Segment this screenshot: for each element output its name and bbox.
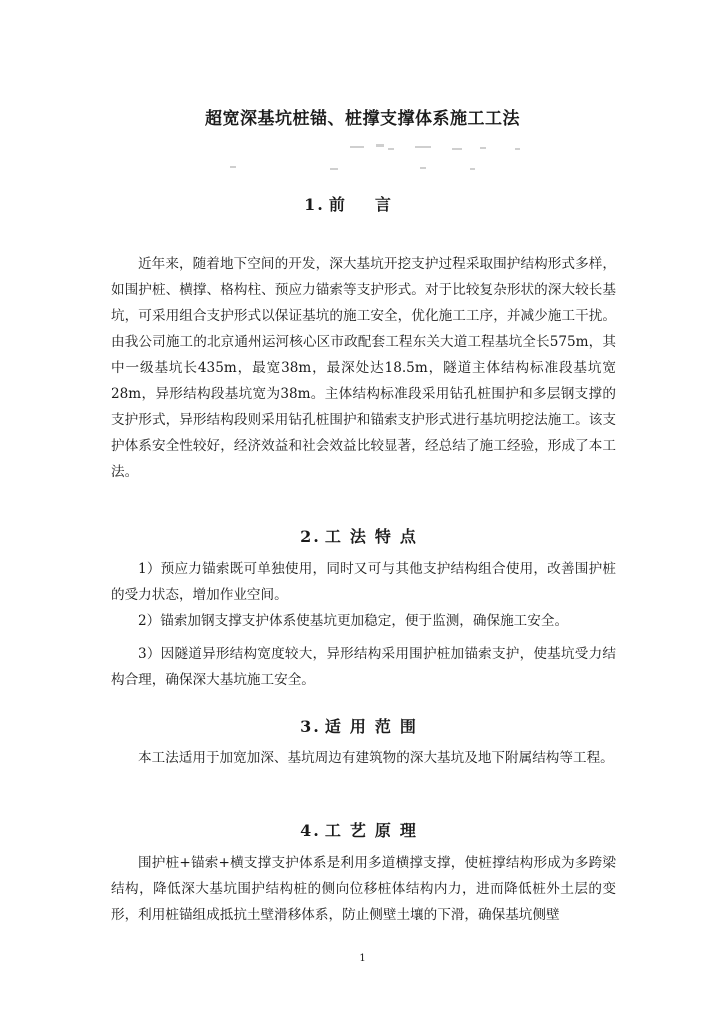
section-heading-introduction: 1. 前言 xyxy=(304,195,421,214)
feature-item-1: 1）预应力锚索既可单独使用，同时又可与其他支护结构组合使用，改善围护桩的受力状态，增加作业空间。 xyxy=(111,561,616,603)
section-principle-paragraph: 围护桩+锚索+横支撑支护体系是利用多道横撑支撑，使桩撑结构形成为多跨梁结构，降低深大基坑围护结构桩的侧向位移桩体结构内力，进而降低桩外土层的变形，利用桩锚组成抵抗土壁滑移体系，防止侧壁土壤的下滑，确保基坑侧壁 xyxy=(111,855,616,923)
section-scope-paragraph: 本工法适用于加宽加深、基坑周边有建筑物的深大基坑及地下附属结构等工程。 xyxy=(138,750,614,766)
section-heading-process-principle: 4. 工艺原理 xyxy=(300,821,425,840)
section-introduction-paragraph: 近年来，随着地下空间的开发，深大基坑开挖支护过程采取围护结构形式多样，如围护桩、横撑、格构柱、预应力锚索等支护形式。对于比较复杂形状的深大较长基坑，可采用组合支护形式以保证基坑的施工安全，优化施工工序，并减少施工干扰。由我公司施工的北京通州运河核心区市政配套工程东关大道工程基坑全长575m，其中一级基坑长435m，最宽38m，最深处达18.5m，隧道主体结构标准段基坑宽28m，异形结构段基坑宽为38m。主体结构标准段采用钻孔桩围护和多层钢支撑的支护形式，异形结构段则采用钻孔桩围护和锚索支护形式进行基坑明挖法施工。该支护体系安全性较好，经济效益和社会效益比较显著，经总结了施工经验，形成了本工法。 xyxy=(111,256,616,480)
scan-artifact xyxy=(230,140,530,174)
feature-item-2: 2）锚索加钢支撑支护体系使基坑更加稳定，便于监测，确保施工安全。 xyxy=(138,613,569,629)
document-title: 超宽深基坑桩锚、桩撑支撑体系施工工法 xyxy=(205,109,520,129)
page-number: 1 xyxy=(359,953,366,964)
feature-item-3: 3）因隧道异形结构宽度较大，异形结构采用围护桩加锚索支护，使基坑受力结构合理，确保深大基坑施工安全。 xyxy=(111,646,616,688)
section-heading-scope: 3. 适用范围 xyxy=(300,717,425,736)
section-heading-method-features: 2. 工法特点 xyxy=(300,527,425,546)
